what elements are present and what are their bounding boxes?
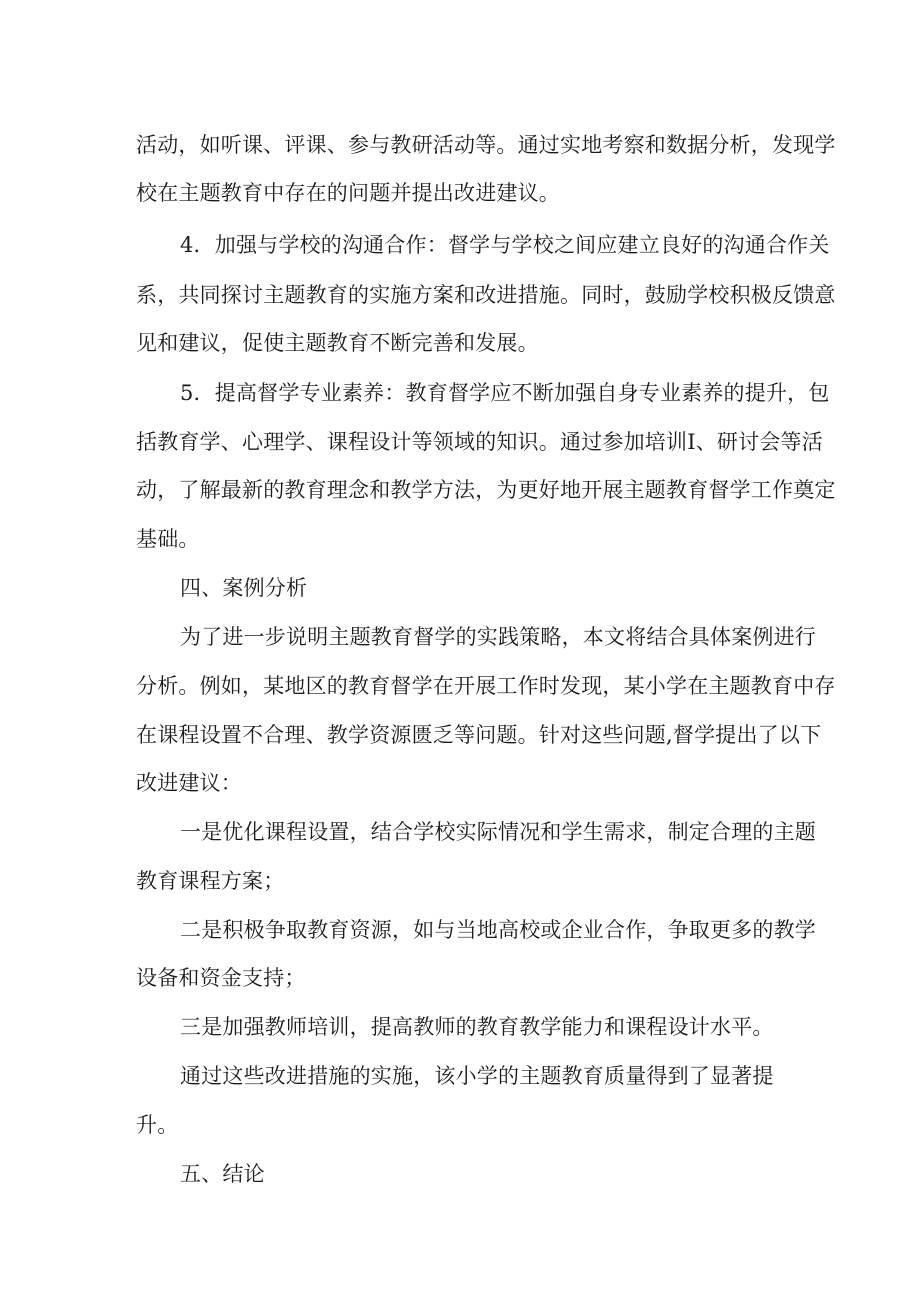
text-line: 三是加强教师培训，提高教师的教育教学能力和课程设计水平。 (180, 1015, 774, 1039)
text-line: 系，共同探讨主题教育的实施方案和改进措施。同时，鼓励学校积极反馈意 (136, 283, 836, 307)
text-line: 校在主题教育中存在的问题并提出改进建议。 (136, 181, 560, 205)
section-heading: 四、案例分析 (180, 576, 308, 600)
text-line: 4．加强与学校的沟通合作：督学与学校之间应建立良好的沟通合作关 (180, 233, 830, 257)
text-line: 一是优化课程设置，结合学校实际情况和学生需求，制定合理的主题 (180, 820, 816, 844)
section-heading: 五、结论 (180, 1162, 265, 1186)
text-line: 升。 (136, 1113, 179, 1137)
text-line: 教育课程方案； (136, 869, 285, 893)
text-line: 基础。 (136, 527, 200, 551)
text-line: 二是积极争取教育资源，如与当地高校或企业合作，争取更多的教学 (180, 918, 816, 942)
text-line: 活动，如听课、评课、参与教研活动等。通过实地考察和数据分析，发现学 (136, 133, 836, 157)
text-line: 在课程设置不合理、教学资源匮乏等问题。针对这些问题,督学提出了以下 (136, 723, 822, 747)
text-line: 设备和资金支持； (136, 966, 306, 990)
text-line: 通过这些改进措施的实施，该小学的主题教育质量得到了显著提 (180, 1064, 774, 1088)
text-line: 括教育学、心理学、课程设计等领域的知识。通过参加培训I、研讨会等活 (136, 430, 823, 454)
text-line: 为了进一步说明主题教育督学的实践策略，本文将结合具体案例进行 (180, 625, 816, 649)
text-line: 改进建议： (136, 771, 242, 795)
text-line: 分析。例如，某地区的教育督学在开展工作时发现，某小学在主题教育中存 (136, 674, 836, 698)
text-line: 见和建议，促使主题教育不断完善和发展。 (136, 331, 539, 355)
text-line: 动，了解最新的教育理念和教学方法，为更好地开展主题教育督学工作奠定 (136, 478, 836, 502)
text-line: 5．提高督学专业素养：教育督学应不断加强自身专业素养的提升，包 (180, 381, 830, 405)
